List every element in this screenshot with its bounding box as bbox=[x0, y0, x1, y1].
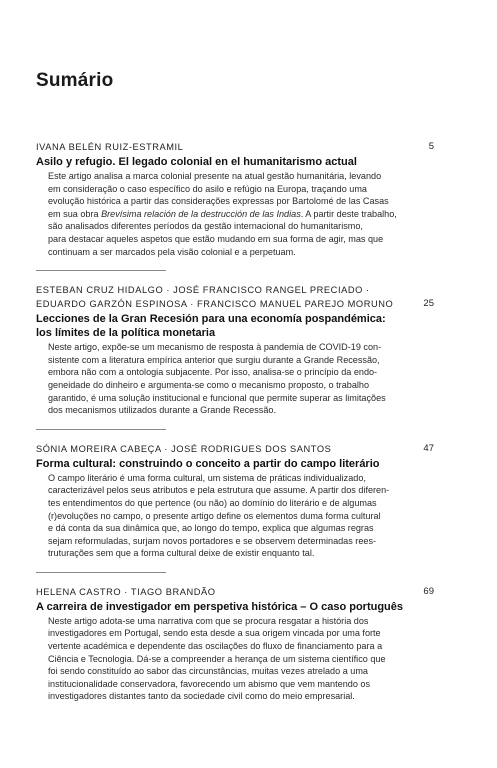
entry-authors bbox=[36, 442, 331, 456]
entry-divider bbox=[36, 270, 166, 271]
title-line: los límites de la política monetaria bbox=[36, 327, 216, 340]
author-line: SÓNIA MOREIRA CABEÇA · JOSÉ RODRIGUES DOS SANTOS bbox=[36, 443, 332, 454]
entry-divider bbox=[36, 572, 166, 573]
entry-title[interactable] bbox=[36, 457, 434, 471]
page-number[interactable]: 5 bbox=[428, 141, 434, 152]
abstract-line: evolução histórica a partir das considerações expressas por Bartolomé de las Casas bbox=[48, 196, 389, 207]
abstract-line: em consideração o caso específico do asilo e refúgio na Europa, traçando uma bbox=[48, 183, 367, 194]
entry-title[interactable] bbox=[36, 600, 434, 614]
author-line: ESTEBAN CRUZ HIDALGO · JOSÉ FRANCISCO RANGEL PRECIADO · bbox=[36, 285, 370, 296]
abstract-line: garantido, é uma solução institucional e funcional que permite superar as limitações bbox=[48, 392, 386, 403]
page-number[interactable]: 47 bbox=[423, 442, 434, 454]
abstract-line: caracterizável pelos seus atributos e pela estrutura que assume. A partir dos diferen- bbox=[48, 485, 390, 496]
abstract-line: truturações sem que a forma cultural deixe de existir enquanto tal. bbox=[48, 548, 315, 559]
entry-title[interactable] bbox=[36, 155, 434, 169]
abstract-line: Neste artigo adota-se uma narrativa com que se procura resgatar a história dos bbox=[48, 615, 369, 626]
abstract-line: institucionalidade conservadora, favorecendo um abismo que vem mantendo os bbox=[48, 678, 371, 689]
abstract-line: foi sendo constituído ao sabor das circunstâncias, muitas vezes atrelado a uma bbox=[48, 666, 368, 677]
abstract-line bbox=[48, 208, 434, 221]
abstract-line: (r)evoluções no campo, o presente artigo define os elementos duma forma cultural bbox=[48, 510, 381, 521]
abstract-line: embora não com a ontologia subjacente. Por isso, analisa-se o princípio da endo- bbox=[48, 367, 378, 378]
title-line: Forma cultural: construindo o conceito a partir do campo literário bbox=[36, 457, 380, 470]
book-title: Brevísima relación de la destrucción de las Indias bbox=[101, 208, 301, 219]
toc-entry bbox=[36, 140, 434, 258]
abstract-line: vertente académica e dependente das oscilações do fluxo de financiamento para a bbox=[48, 641, 383, 652]
abstract-line: e dá conta da sua dinâmica que, ao longo do tempo, explica que algumas regras bbox=[48, 523, 374, 534]
author-line: IVANA BELÉN RUIZ-ESTRAMIL bbox=[36, 142, 184, 152]
abstract-line: investigadores distantes tanto da sociedade civil como do meio empresarial. bbox=[48, 691, 355, 702]
table-of-contents bbox=[36, 140, 434, 703]
abstract-line: continuam a ser marcados pela visão colonial e a perpetuam. bbox=[48, 246, 296, 257]
entry-authors bbox=[36, 283, 393, 311]
author-line: EDUARDO GARZÓN ESPINOSA · FRANCISCO MANUEL PAREJO MORUNO bbox=[36, 299, 394, 310]
entry-divider bbox=[36, 429, 166, 430]
entry-authors bbox=[36, 140, 183, 154]
title-line: Lecciones de la Gran Recesión para una economía pospandémica: bbox=[36, 313, 386, 326]
abstract-line: dos mecanismos utilizados durante a Grande Recessão. bbox=[48, 405, 276, 416]
page-number[interactable]: 25 bbox=[423, 298, 434, 310]
abstract-line: investigadores em Portugal, sendo esta desde a sua origem vincada por uma forte bbox=[48, 628, 381, 639]
entry-title[interactable] bbox=[36, 312, 434, 340]
entry-abstract bbox=[48, 615, 434, 703]
abstract-line: sejam reformuladas, surjam novos portadores e se observem determinadas rees- bbox=[48, 535, 377, 546]
toc-entry bbox=[36, 442, 434, 560]
page-number[interactable]: 69 bbox=[423, 585, 434, 597]
abstract-line: Neste artigo, expõe-se um mecanismo de resposta à pandemia de COVID-19 con- bbox=[48, 342, 382, 353]
abstract-text: . A partir deste trabalho, bbox=[300, 208, 397, 219]
abstract-line: são analisados diferentes períodos da gestão internacional do humanitarismo, bbox=[48, 221, 363, 232]
title-line: Asilo y refugio. El legado colonial en el humanitarismo actual bbox=[36, 156, 357, 168]
entry-abstract bbox=[48, 472, 434, 560]
entry-authors bbox=[36, 585, 216, 599]
page-title: Sumário bbox=[36, 70, 114, 91]
abstract-line: Este artigo analisa a marca colonial presente na atual gestão humanitária, levando bbox=[48, 171, 382, 181]
author-line: HELENA CASTRO · TIAGO BRANDÃO bbox=[36, 586, 216, 597]
title-line: A carreira de investigador em perspetiva histórica – O caso português bbox=[36, 600, 404, 613]
abstract-line: para destacar aqueles aspetos que estão mudando em sua forma de agir, mas que bbox=[48, 233, 384, 244]
abstract-line: O campo literário é uma forma cultural, um sistema de práticas individualizado, bbox=[48, 472, 366, 483]
abstract-line: tes entendimentos do que pertence (ou não) ao domínio do literário e de algumas bbox=[48, 497, 377, 508]
entry-abstract bbox=[48, 170, 434, 258]
toc-entry bbox=[36, 585, 434, 703]
abstract-line: sistente com a literatura empírica anterior que surgiu durante a Grande Recessão, bbox=[48, 354, 380, 365]
abstract-text: em sua obra bbox=[48, 208, 102, 219]
entry-abstract bbox=[48, 341, 434, 417]
toc-entry bbox=[36, 283, 434, 417]
abstract-line: geneidade do dinheiro e argumenta-se como o mecanismo proposto, o trabalho bbox=[48, 379, 370, 390]
abstract-line: Ciência e Tecnologia. Dá-se a compreender a herança de um sistema científico que bbox=[48, 653, 386, 664]
